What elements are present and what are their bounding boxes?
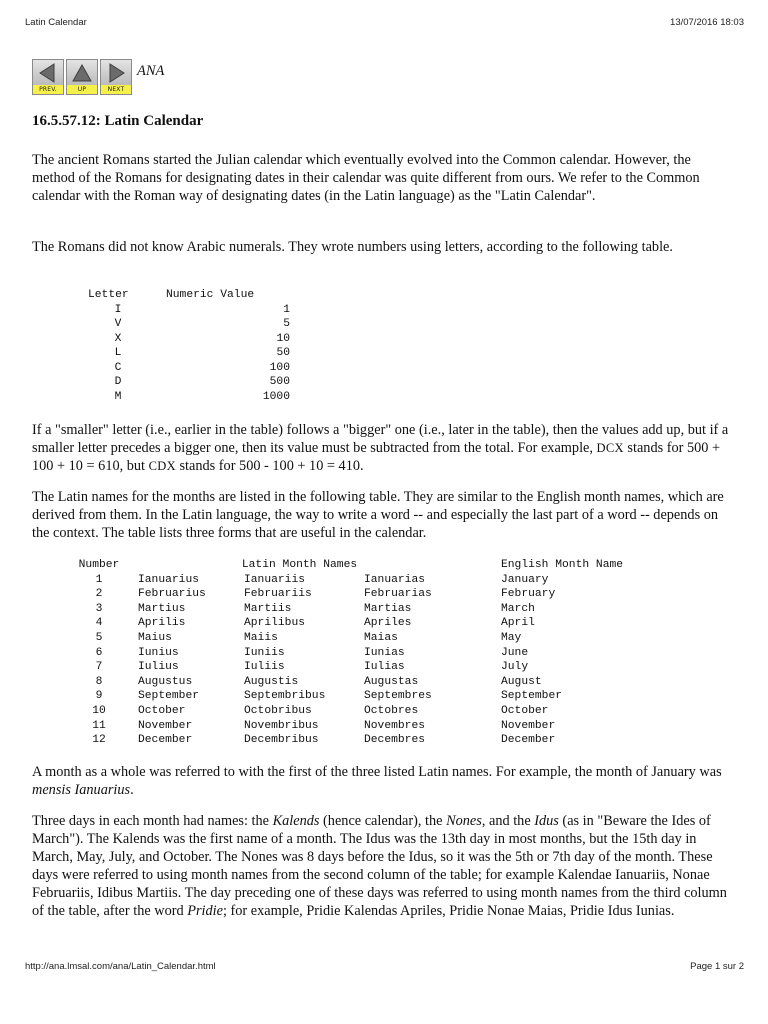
table-row — [66, 719, 623, 734]
text-segment: (hence calendar), the — [319, 813, 447, 829]
letter-cell: X — [114, 332, 122, 345]
up-label: UP — [67, 85, 97, 94]
table-row — [84, 303, 298, 318]
term-pridie: Pridie — [187, 903, 223, 919]
text-segment: , and the — [481, 813, 535, 829]
latin-name-cell: Maius — [138, 631, 172, 644]
latin-dative-cell: Iuliis — [244, 661, 285, 674]
table-row — [66, 587, 623, 602]
months-paragraph: The Latin names for the months are listed in the following table. They are similar to the English month names, which are derived from them. In the Latin language, the way to write a word -- and especially the last part of a word -- depends on the context. The table lists three forms that are useful in the calendar. — [32, 489, 724, 541]
table-row — [84, 390, 298, 405]
latin-dative-cell: Novembribus — [244, 719, 319, 732]
intro-paragraph: The ancient Romans started the Julian calendar which eventually evolved into the Common calendar. However, the method of the Romans for designating dates in their calendar was quite different from ours. We refer to the Common calendar with the Roman way of designating dates (in the Latin language) as the "Latin Calendar". — [32, 152, 700, 204]
letter-cell: D — [114, 376, 122, 388]
latin-name-cell: November — [138, 719, 193, 732]
table-row — [66, 675, 623, 690]
month-number-cell: 3 — [95, 602, 103, 615]
english-name-cell: October — [501, 704, 549, 717]
english-name-cell: January — [501, 573, 549, 586]
letter-cell: M — [114, 390, 122, 403]
prev-button[interactable] — [32, 59, 64, 95]
month-number-cell: 11 — [92, 719, 106, 732]
english-name-cell: July — [501, 661, 529, 674]
month-number-cell: 7 — [95, 661, 103, 674]
latin-name-cell: September — [138, 690, 200, 703]
value-cell: 50 — [276, 347, 290, 359]
roman-example-cdx: CDX — [148, 459, 176, 473]
table-row — [84, 346, 298, 361]
latin-dative-cell: Februariis — [244, 588, 312, 601]
letter-cell: I — [114, 303, 122, 316]
term-kalends: Kalends — [272, 813, 320, 829]
letter-cell: C — [114, 361, 122, 374]
table-row — [66, 704, 623, 719]
month-names-table — [66, 558, 623, 748]
text-segment: stands for 500 + 100 + 10 = 610, but — [32, 440, 721, 474]
named-days-paragraph — [32, 812, 736, 920]
english-name-cell: November — [501, 719, 556, 732]
table-row — [84, 317, 298, 332]
text-segment: . — [130, 782, 134, 798]
next-button[interactable] — [100, 59, 132, 95]
latin-dative-cell: Septembribus — [244, 690, 326, 703]
term-idus: Idus — [534, 813, 559, 829]
latin-name-cell: Iulius — [138, 661, 179, 674]
english-name-cell: June — [501, 646, 529, 659]
latin-dative-cell: Iuniis — [244, 646, 285, 659]
print-header-datetime: 13/07/2016 18:03 — [670, 17, 744, 28]
table-row — [66, 646, 623, 661]
latin-accusative-cell: Iulias — [364, 661, 405, 674]
month-number-cell: 1 — [95, 573, 103, 586]
text-segment: ; for example, Pridie Kalendas Apriles, Pridie Nonae Maias, Pridie Idus Iunias. — [222, 903, 675, 919]
print-header-title: Latin Calendar — [25, 17, 87, 28]
print-header — [25, 17, 744, 31]
table-row — [84, 375, 298, 390]
text-segment: If a "smaller" letter (i.e., earlier in the table) follows a "bigger" one (i.e., later in the table), then the values add up, but if a smaller letter precedes a bigger one, then its value must be subtracted from the total. For example, — [32, 422, 729, 456]
latin-dative-cell: Augustis — [244, 675, 299, 688]
table-row — [66, 602, 623, 617]
value-cell: 5 — [283, 318, 290, 330]
up-button[interactable] — [66, 59, 98, 95]
number-header: Number — [78, 559, 120, 571]
month-number-cell: 6 — [95, 646, 103, 659]
subtraction-paragraph — [32, 421, 736, 475]
latin-name-cell: Martius — [138, 602, 186, 615]
latin-dative-cell: Decembribus — [244, 734, 319, 747]
page-title: 16.5.57.12: Latin Calendar — [32, 113, 204, 129]
latin-accusative-cell: Martias — [364, 602, 412, 615]
month-usage-paragraph — [32, 763, 736, 799]
latin-accusative-cell: Septembres — [364, 690, 432, 703]
site-title: ANA — [137, 63, 165, 79]
latin-accusative-cell: Novembres — [364, 719, 426, 732]
latin-accusative-cell: Ianuarias — [364, 573, 426, 586]
table-header-row — [66, 558, 623, 573]
english-header: English Month Name — [501, 559, 624, 571]
month-number-cell: 9 — [95, 690, 103, 703]
roman-example-dcx: DCX — [596, 441, 624, 455]
value-cell: 10 — [276, 332, 290, 345]
latin-accusative-cell: Decembres — [364, 734, 426, 747]
english-name-cell: September — [501, 690, 563, 703]
prev-label: PREV. — [33, 85, 63, 94]
latin-accusative-cell: Februarias — [364, 588, 432, 601]
latin-accusative-cell: Maias — [364, 631, 398, 644]
latin-accusative-cell: Apriles — [364, 617, 412, 630]
latin-name-cell: October — [138, 704, 186, 717]
next-label: NEXT — [101, 85, 131, 94]
english-name-cell: May — [501, 631, 522, 644]
page-url: http://ana.lmsal.com/ana/Latin_Calendar.html — [25, 961, 216, 972]
table-row — [66, 616, 623, 631]
latin-name-cell: Februarius — [138, 588, 206, 601]
latin-dative-cell: Martiis — [244, 602, 292, 615]
value-cell: 1000 — [262, 390, 290, 403]
latin-name-cell: December — [138, 734, 193, 747]
english-name-cell: February — [501, 588, 556, 601]
english-name-cell: August — [501, 675, 542, 688]
latin-accusative-cell: Octobres — [364, 704, 419, 717]
arrow-right-icon — [105, 62, 127, 84]
text-segment: A month as a whole was referred to with the first of the three listed Latin names. For example, the month of January was — [32, 764, 722, 780]
value-cell: 100 — [269, 361, 290, 374]
english-name-cell: March — [501, 602, 535, 615]
letter-cell: L — [114, 347, 122, 359]
latin-dative-cell: Maiis — [244, 631, 278, 644]
month-number-cell: 2 — [95, 588, 103, 601]
text-segment: stands for 500 - 100 + 10 = 410. — [175, 458, 364, 474]
latin-phrase: mensis Ianuarius — [32, 782, 131, 798]
latin-name-cell: Augustus — [138, 675, 193, 688]
page-number: Page 1 sur 2 — [690, 961, 744, 972]
value-header: Numeric Value — [166, 289, 255, 301]
latin-dative-cell: Ianuariis — [244, 573, 306, 586]
latin-name-cell: Ianuarius — [138, 573, 200, 586]
table-row — [84, 332, 298, 347]
roman-numeral-table — [84, 288, 298, 404]
arrow-up-icon — [71, 62, 93, 84]
english-name-cell: April — [501, 617, 535, 630]
table-row — [66, 689, 623, 704]
latin-dative-cell: Aprilibus — [244, 617, 306, 630]
latin-accusative-cell: Augustas — [364, 675, 419, 688]
month-number-cell: 8 — [95, 675, 103, 688]
table-row — [66, 733, 623, 748]
table-row — [66, 660, 623, 675]
month-number-cell: 4 — [95, 617, 103, 630]
english-name-cell: December — [501, 734, 556, 747]
latin-dative-cell: Octobribus — [244, 704, 312, 717]
latin-name-cell: Aprilis — [138, 617, 186, 630]
value-cell: 500 — [269, 376, 290, 388]
text-segment: Three days in each month had names: the — [32, 813, 273, 829]
latin-header: Latin Month Names — [241, 559, 358, 571]
latin-name-cell: Iunius — [138, 646, 179, 659]
value-cell: 1 — [283, 303, 290, 316]
table-row — [66, 631, 623, 646]
term-nones: Nones — [446, 813, 482, 829]
table-row — [84, 361, 298, 376]
arrow-left-icon — [37, 62, 59, 84]
table-row — [66, 573, 623, 588]
letter-cell: V — [114, 318, 122, 330]
letter-header: Letter — [88, 289, 129, 301]
text-segment: (as in "Beware the Ides of March"). The Kalends was the first name of a month. The Idus was the 13th day in most months, but the 15th day in March, May, July, and October. The Nones was 8 days before the Idus, so it was the 5th or 7th day of the month. These days were referred to using month names from the second column of the table; for example Kalendae Ianuariis, Nonae Februariis, Idibus Martiis. The day preceding one of these days was referred to using month names from the third column of the table, after the word — [32, 813, 727, 919]
print-footer — [25, 961, 744, 975]
month-number-cell: 12 — [92, 734, 106, 747]
month-number-cell: 5 — [95, 631, 103, 644]
table-header-row — [84, 288, 298, 303]
latin-accusative-cell: Iunias — [364, 646, 405, 659]
month-number-cell: 10 — [92, 704, 106, 717]
numerals-paragraph: The Romans did not know Arabic numerals. They wrote numbers using letters, according to the following table. — [32, 239, 673, 255]
